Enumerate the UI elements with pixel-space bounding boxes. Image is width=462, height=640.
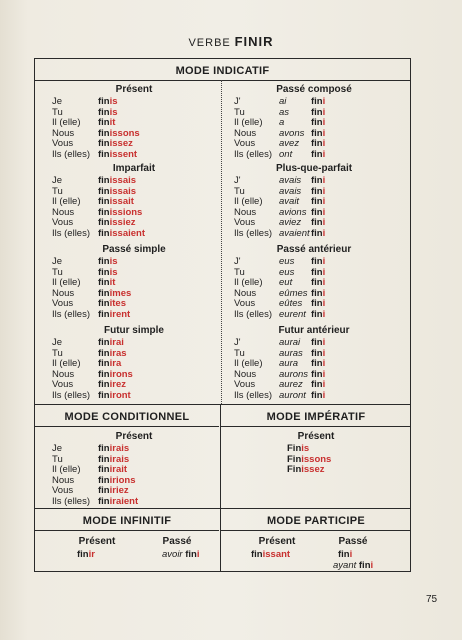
verb-ending: i: [322, 196, 326, 208]
verb-stem: fin: [311, 308, 323, 320]
verb-ending: iriez: [109, 485, 129, 497]
infinitif-present-stem: fin: [77, 549, 89, 560]
verb-ending: i: [322, 127, 326, 139]
tense-plus-que-parfait: Plus-que-parfait: [275, 163, 353, 174]
verb-stem: fin: [311, 227, 323, 239]
conjugation-row: [234, 391, 325, 402]
verb-form: [98, 310, 130, 321]
tense-imperatif-present: Présent: [297, 431, 335, 442]
verb-ending: i: [322, 138, 326, 150]
verb-stem: fin: [98, 266, 110, 278]
verb-ending: irais: [109, 443, 130, 454]
verb-ending: issais: [109, 175, 137, 186]
verb-ending: issez: [301, 464, 325, 476]
verb-stem: fin: [311, 127, 323, 139]
auxiliary: auras: [279, 347, 303, 359]
column-separator: [221, 80, 222, 404]
verb-ending: issaient: [109, 227, 145, 239]
pronoun: Nous: [234, 368, 257, 380]
auxiliary: aurons: [279, 368, 309, 380]
pronoun: Nous: [52, 368, 75, 380]
verb-stem: Fin: [287, 443, 302, 454]
verb-stem: fin: [98, 453, 110, 465]
infinitif-passe-label: Passé: [162, 536, 192, 547]
participe-title: MODE PARTICIPE: [266, 515, 366, 527]
pronoun: Ils (elles): [52, 389, 91, 401]
verb-stem: fin: [311, 96, 323, 107]
verb-stem: fin: [311, 196, 323, 208]
auxiliary: avaient: [279, 227, 310, 239]
pronoun: Il (elle): [52, 358, 81, 370]
auxiliary: avais: [279, 175, 302, 186]
pronoun: Je: [52, 256, 63, 267]
verb-stem: fin: [98, 379, 110, 391]
imperatif-rows: [287, 444, 331, 476]
tense-passe-simple: Passé simple: [102, 244, 166, 255]
pronoun: Vous: [234, 298, 256, 310]
pronoun: Vous: [234, 379, 256, 391]
verb-stem: fin: [98, 337, 110, 348]
verb-stem: fin: [98, 196, 110, 208]
verb-stem: fin: [98, 464, 110, 476]
verb-stem: fin: [98, 347, 110, 359]
verb-ending: is: [109, 106, 118, 118]
verb-ending: issions: [109, 206, 143, 218]
infinitif-passe-stem: fin: [185, 549, 197, 560]
conjugation-row: [52, 391, 133, 402]
auxiliary: eurent: [279, 308, 306, 320]
verb-ending: i: [322, 347, 326, 359]
verb-ending: it: [109, 277, 116, 289]
pronoun: Vous: [52, 298, 74, 310]
verb-ending: i: [322, 106, 326, 118]
pronoun: Nous: [52, 127, 75, 139]
column-divider-lower: [220, 404, 221, 572]
page-header: [0, 34, 462, 49]
participe-present-form: [251, 550, 290, 561]
auxiliary: eus: [279, 266, 295, 278]
participe-passe-compose-ending: i: [370, 560, 374, 571]
verb-ending: i: [322, 298, 326, 310]
pronoun: Ils (elles): [234, 148, 273, 160]
participe-present-stem: fin: [251, 549, 263, 560]
verb-ending: issiez: [109, 217, 136, 229]
header-lead: VERBE: [188, 37, 231, 49]
verb-stem: fin: [311, 277, 323, 289]
conjugation-row: [52, 497, 138, 508]
pronoun: Ils (elles): [234, 227, 273, 239]
pronoun: Tu: [52, 453, 63, 465]
pronoun: Nous: [234, 287, 257, 299]
verb-ending: irent: [109, 308, 131, 320]
verb-stem: fin: [98, 298, 110, 310]
verb-stem: Fin: [287, 453, 302, 465]
verb-ending: i: [322, 358, 326, 370]
divider-indicatif-header: [34, 80, 411, 81]
conjugation-row: [287, 465, 331, 476]
verb-ending: issez: [109, 138, 133, 150]
verb-ending: is: [109, 96, 118, 107]
verb-form: [98, 391, 131, 402]
verb-stem: fin: [98, 368, 110, 380]
pronoun: Nous: [52, 206, 75, 218]
pronoun: Ils (elles): [234, 389, 273, 401]
verb-stem: Fin: [287, 464, 302, 476]
pronoun: J': [234, 175, 241, 186]
futur-simple-rows: [52, 338, 133, 402]
conjugation-row: [52, 229, 145, 240]
auxiliary: avions: [279, 206, 307, 218]
infinitif-passe-form: [162, 550, 199, 561]
tense-passe-compose: Passé composé: [276, 84, 352, 95]
verb-ending: irai: [109, 337, 124, 348]
pronoun: Il (elle): [52, 196, 81, 208]
auxiliary: aura: [279, 358, 299, 370]
verb-stem: fin: [311, 148, 323, 160]
verb-stem: fin: [311, 287, 323, 299]
pronoun: Vous: [52, 217, 74, 229]
verb-stem: fin: [98, 227, 110, 239]
conditionnel-title: MODE CONDITIONNEL: [64, 411, 190, 423]
verb-ending: is: [301, 443, 310, 454]
futur-anterieur-rows: [234, 338, 325, 402]
verb-ending: i: [322, 287, 326, 299]
verb-stem: fin: [98, 287, 110, 299]
verb-ending: i: [322, 206, 326, 218]
verb-stem: fin: [311, 337, 323, 348]
pronoun: Nous: [52, 287, 75, 299]
verb-ending: îtes: [109, 298, 126, 310]
pronoun: Tu: [234, 266, 245, 278]
verb-ending: is: [109, 256, 118, 267]
auxiliary: aurez: [279, 379, 303, 391]
verb-ending: irait: [109, 464, 128, 476]
divider-participe-header: [221, 530, 411, 531]
passe-anterieur-rows: [234, 257, 325, 321]
verb-stem: fin: [98, 474, 110, 486]
conjugation-row: [52, 97, 140, 108]
pronoun: Il (elle): [234, 277, 263, 289]
participe-passe-form: [338, 550, 352, 561]
pronoun: Vous: [52, 379, 74, 391]
pronoun: Il (elle): [234, 358, 263, 370]
auxiliary: auront: [279, 389, 306, 401]
verb-stem: fin: [311, 106, 323, 118]
tense-futur-anterieur: Futur antérieur: [278, 325, 350, 336]
pronoun: J': [234, 337, 241, 348]
verb-form: [311, 310, 325, 321]
verb-ending: i: [322, 227, 326, 239]
pronoun: Ils (elles): [234, 308, 273, 320]
verb-stem: fin: [98, 277, 110, 289]
participe-passe-compose-form: [333, 561, 373, 572]
verb-stem: fin: [311, 206, 323, 218]
pronoun: Tu: [234, 106, 245, 118]
tense-present: Présent: [115, 84, 153, 95]
auxiliary: aurai: [279, 337, 301, 348]
pronoun: Vous: [52, 138, 74, 150]
pronoun: Vous: [234, 217, 256, 229]
verb-form: [311, 391, 325, 402]
verb-stem: fin: [98, 443, 110, 454]
verb-ending: irons: [109, 368, 133, 380]
conjugation-row: [52, 150, 140, 161]
verb-stem: fin: [311, 368, 323, 380]
verb-ending: issait: [109, 196, 134, 208]
pronoun: Tu: [52, 185, 63, 197]
present-rows: [52, 97, 140, 161]
verb-ending: i: [322, 266, 326, 278]
verb-form: [311, 150, 325, 161]
auxiliary: eut: [279, 277, 293, 289]
pronoun: Il (elle): [234, 196, 263, 208]
verb-form: [98, 150, 137, 161]
verb-ending: i: [322, 175, 326, 186]
tense-futur-simple: Futur simple: [103, 325, 164, 336]
infinitif-present-ending: ir: [88, 549, 95, 560]
verb-ending: i: [322, 389, 326, 401]
verb-stem: fin: [98, 185, 110, 197]
verb-stem: fin: [98, 358, 110, 370]
verb-ending: i: [322, 217, 326, 229]
pronoun: Tu: [52, 266, 63, 278]
pronoun: Il (elle): [52, 464, 81, 476]
verb-ending: îmes: [109, 287, 132, 299]
verb-stem: fin: [98, 175, 110, 186]
verb-ending: i: [322, 337, 326, 348]
verb-stem: fin: [98, 217, 110, 229]
header-verb: FINIR: [234, 34, 274, 49]
pronoun: Vous: [234, 138, 256, 150]
imperatif-title: MODE IMPÉRATIF: [266, 411, 366, 423]
verb-ending: iront: [109, 389, 131, 401]
plus-que-parfait-rows: [234, 176, 325, 240]
verb-ending: i: [322, 368, 326, 380]
divider-infinitif-header: [34, 530, 219, 531]
verb-stem: fin: [311, 217, 323, 229]
verb-stem: fin: [98, 148, 110, 160]
pronoun: Vous: [52, 485, 74, 497]
verb-stem: fin: [98, 206, 110, 218]
infinitif-passe-aux: avoir: [162, 549, 183, 560]
verb-ending: ira: [109, 358, 122, 370]
passe-simple-rows: [52, 257, 131, 321]
verb-ending: i: [322, 308, 326, 320]
verb-stem: fin: [311, 256, 323, 267]
verb-ending: it: [109, 117, 116, 129]
verb-stem: fin: [98, 495, 110, 507]
conjugation-row: [234, 310, 325, 321]
auxiliary: as: [279, 106, 290, 118]
participe-passe-compose-stem: fin: [358, 560, 371, 571]
participe-passe-stem: fin: [338, 549, 350, 560]
divider-infinitif: [34, 508, 411, 509]
verb-stem: fin: [98, 138, 110, 150]
verb-stem: fin: [311, 175, 323, 186]
verb-ending: i: [322, 277, 326, 289]
verb-stem: fin: [311, 347, 323, 359]
participe-passe-ending: i: [349, 549, 353, 560]
infinitif-title: MODE INFINITIF: [82, 515, 172, 527]
verb-form: [98, 497, 138, 508]
auxiliary: ont: [279, 148, 293, 160]
conjugation-row: [52, 310, 131, 321]
verb-ending: iraient: [109, 495, 139, 507]
auxiliary: eûtes: [279, 298, 303, 310]
pronoun: Ils (elles): [52, 495, 91, 507]
passe-compose-rows: [234, 97, 325, 161]
participe-present-ending: issant: [262, 549, 291, 560]
verb-ending: i: [322, 379, 326, 391]
verb-ending: iras: [109, 347, 127, 359]
verb-stem: fin: [311, 266, 323, 278]
auxiliary: eûmes: [279, 287, 308, 299]
verb-ending: issais: [109, 185, 137, 197]
conjugation-row: [234, 150, 325, 161]
pronoun: Ils (elles): [52, 148, 91, 160]
pronoun: J': [234, 256, 241, 267]
imparfait-rows: [52, 176, 145, 240]
pronoun: Je: [52, 443, 63, 454]
verb-form: [287, 465, 325, 476]
verb-stem: fin: [311, 138, 323, 150]
verb-stem: fin: [98, 256, 110, 267]
pronoun: Je: [52, 337, 63, 348]
auxiliary: avait: [279, 196, 300, 208]
auxiliary: ai: [279, 96, 287, 107]
pronoun: Tu: [52, 106, 63, 118]
pronoun: J': [234, 96, 241, 107]
verb-ending: i: [322, 256, 326, 267]
verb-ending: i: [322, 96, 326, 107]
verb-stem: fin: [311, 389, 323, 401]
verb-stem: fin: [311, 298, 323, 310]
auxiliary: a: [279, 117, 285, 129]
pronoun: Nous: [234, 206, 257, 218]
conjugation-row: [234, 229, 325, 240]
verb-stem: fin: [311, 185, 323, 197]
auxiliary: avais: [279, 185, 302, 197]
auxiliary: avez: [279, 138, 300, 150]
verb-stem: fin: [311, 358, 323, 370]
auxiliary: aviez: [279, 217, 302, 229]
pronoun: Tu: [234, 347, 245, 359]
verb-ending: issons: [301, 453, 332, 465]
verb-form: [98, 229, 145, 240]
participe-present-label: Présent: [258, 536, 296, 547]
participe-passe-aux: ayant: [333, 560, 357, 571]
pronoun: Nous: [234, 127, 257, 139]
pronoun: Il (elle): [52, 277, 81, 289]
verb-ending: irions: [109, 474, 136, 486]
verb-form: [311, 229, 325, 240]
verb-ending: i: [322, 185, 326, 197]
pronoun: Je: [52, 96, 63, 107]
tense-conditionnel-present: Présent: [115, 431, 153, 442]
verb-ending: issons: [109, 127, 140, 139]
pronoun: Ils (elles): [52, 227, 91, 239]
conditionnel-rows: [52, 444, 138, 508]
pronoun: Nous: [52, 474, 75, 486]
conjugation-row: [52, 257, 131, 268]
tense-passe-anterieur: Passé antérieur: [276, 244, 352, 255]
infinitif-present-form: [77, 550, 95, 561]
divider-imperatif-header: [221, 426, 411, 427]
verb-stem: fin: [311, 379, 323, 391]
pronoun: Il (elle): [234, 117, 263, 129]
tense-imparfait: Imparfait: [112, 163, 156, 174]
infinitif-present-label: Présent: [78, 536, 116, 547]
pronoun: Il (elle): [52, 117, 81, 129]
page-number: 75: [426, 594, 438, 605]
verb-ending: issent: [109, 148, 138, 160]
indicatif-title: MODE INDICATIF: [175, 65, 270, 77]
verb-ending: irais: [109, 453, 130, 465]
divider-conditionnel-header: [34, 426, 219, 427]
participe-passe-label: Passé: [338, 536, 368, 547]
verb-ending: i: [322, 117, 326, 129]
verb-ending: i: [322, 148, 326, 160]
verb-stem: fin: [98, 117, 110, 129]
pronoun: Ils (elles): [52, 308, 91, 320]
pronoun: Tu: [52, 347, 63, 359]
verb-stem: fin: [98, 127, 110, 139]
verb-stem: fin: [98, 389, 110, 401]
auxiliary: avons: [279, 127, 305, 139]
pronoun: Tu: [234, 185, 245, 197]
verb-stem: fin: [98, 485, 110, 497]
verb-stem: fin: [98, 106, 110, 118]
infinitif-passe-ending: i: [196, 549, 200, 560]
auxiliary: eus: [279, 256, 295, 267]
verb-stem: fin: [98, 308, 110, 320]
verb-ending: irez: [109, 379, 126, 391]
verb-stem: fin: [311, 117, 323, 129]
verb-stem: fin: [98, 96, 110, 107]
pronoun: Je: [52, 175, 63, 186]
divider-conditionnel: [34, 404, 411, 405]
verb-ending: is: [109, 266, 118, 278]
